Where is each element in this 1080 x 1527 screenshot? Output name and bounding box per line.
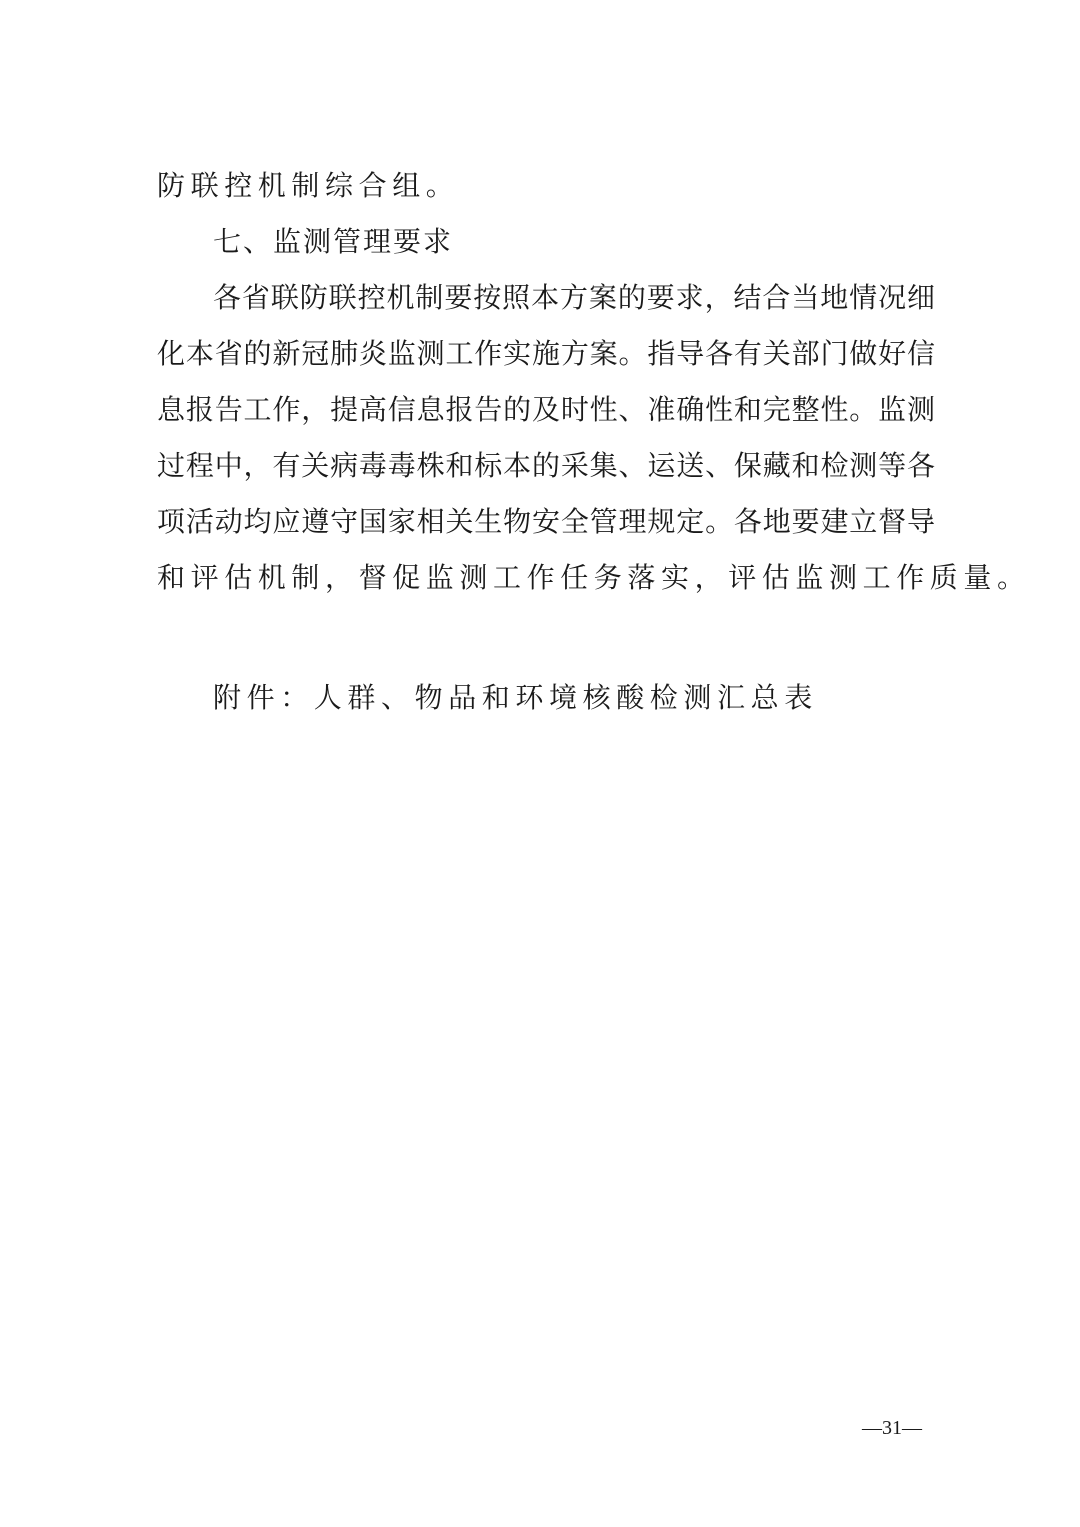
paragraph-line: 化本省的新冠肺炎监测工作实施方案。指导各有关部门做好信 — [157, 337, 935, 370]
section-heading: 七、监测管理要求 — [213, 225, 454, 258]
paragraph-line: 息报告工作，提高信息报告的及时性、准确性和完整性。监测 — [157, 393, 935, 426]
paragraph-line: 和评估机制，督促监测工作任务落实，评估监测工作质量。 — [157, 561, 1031, 594]
attachment-note: 附件：人群、物品和环境核酸检测汇总表 — [213, 681, 818, 714]
continuation-text: 防联控机制综合组。 — [157, 169, 460, 202]
page-number: —31— — [862, 1417, 922, 1439]
paragraph-line: 项活动均应遵守国家相关生物安全管理规定。各地要建立督导 — [157, 505, 935, 538]
paragraph-line: 各省联防联控机制要按照本方案的要求，结合当地情况细 — [213, 281, 935, 314]
paragraph-line: 过程中，有关病毒毒株和标本的采集、运送、保藏和检测等各 — [157, 449, 935, 482]
